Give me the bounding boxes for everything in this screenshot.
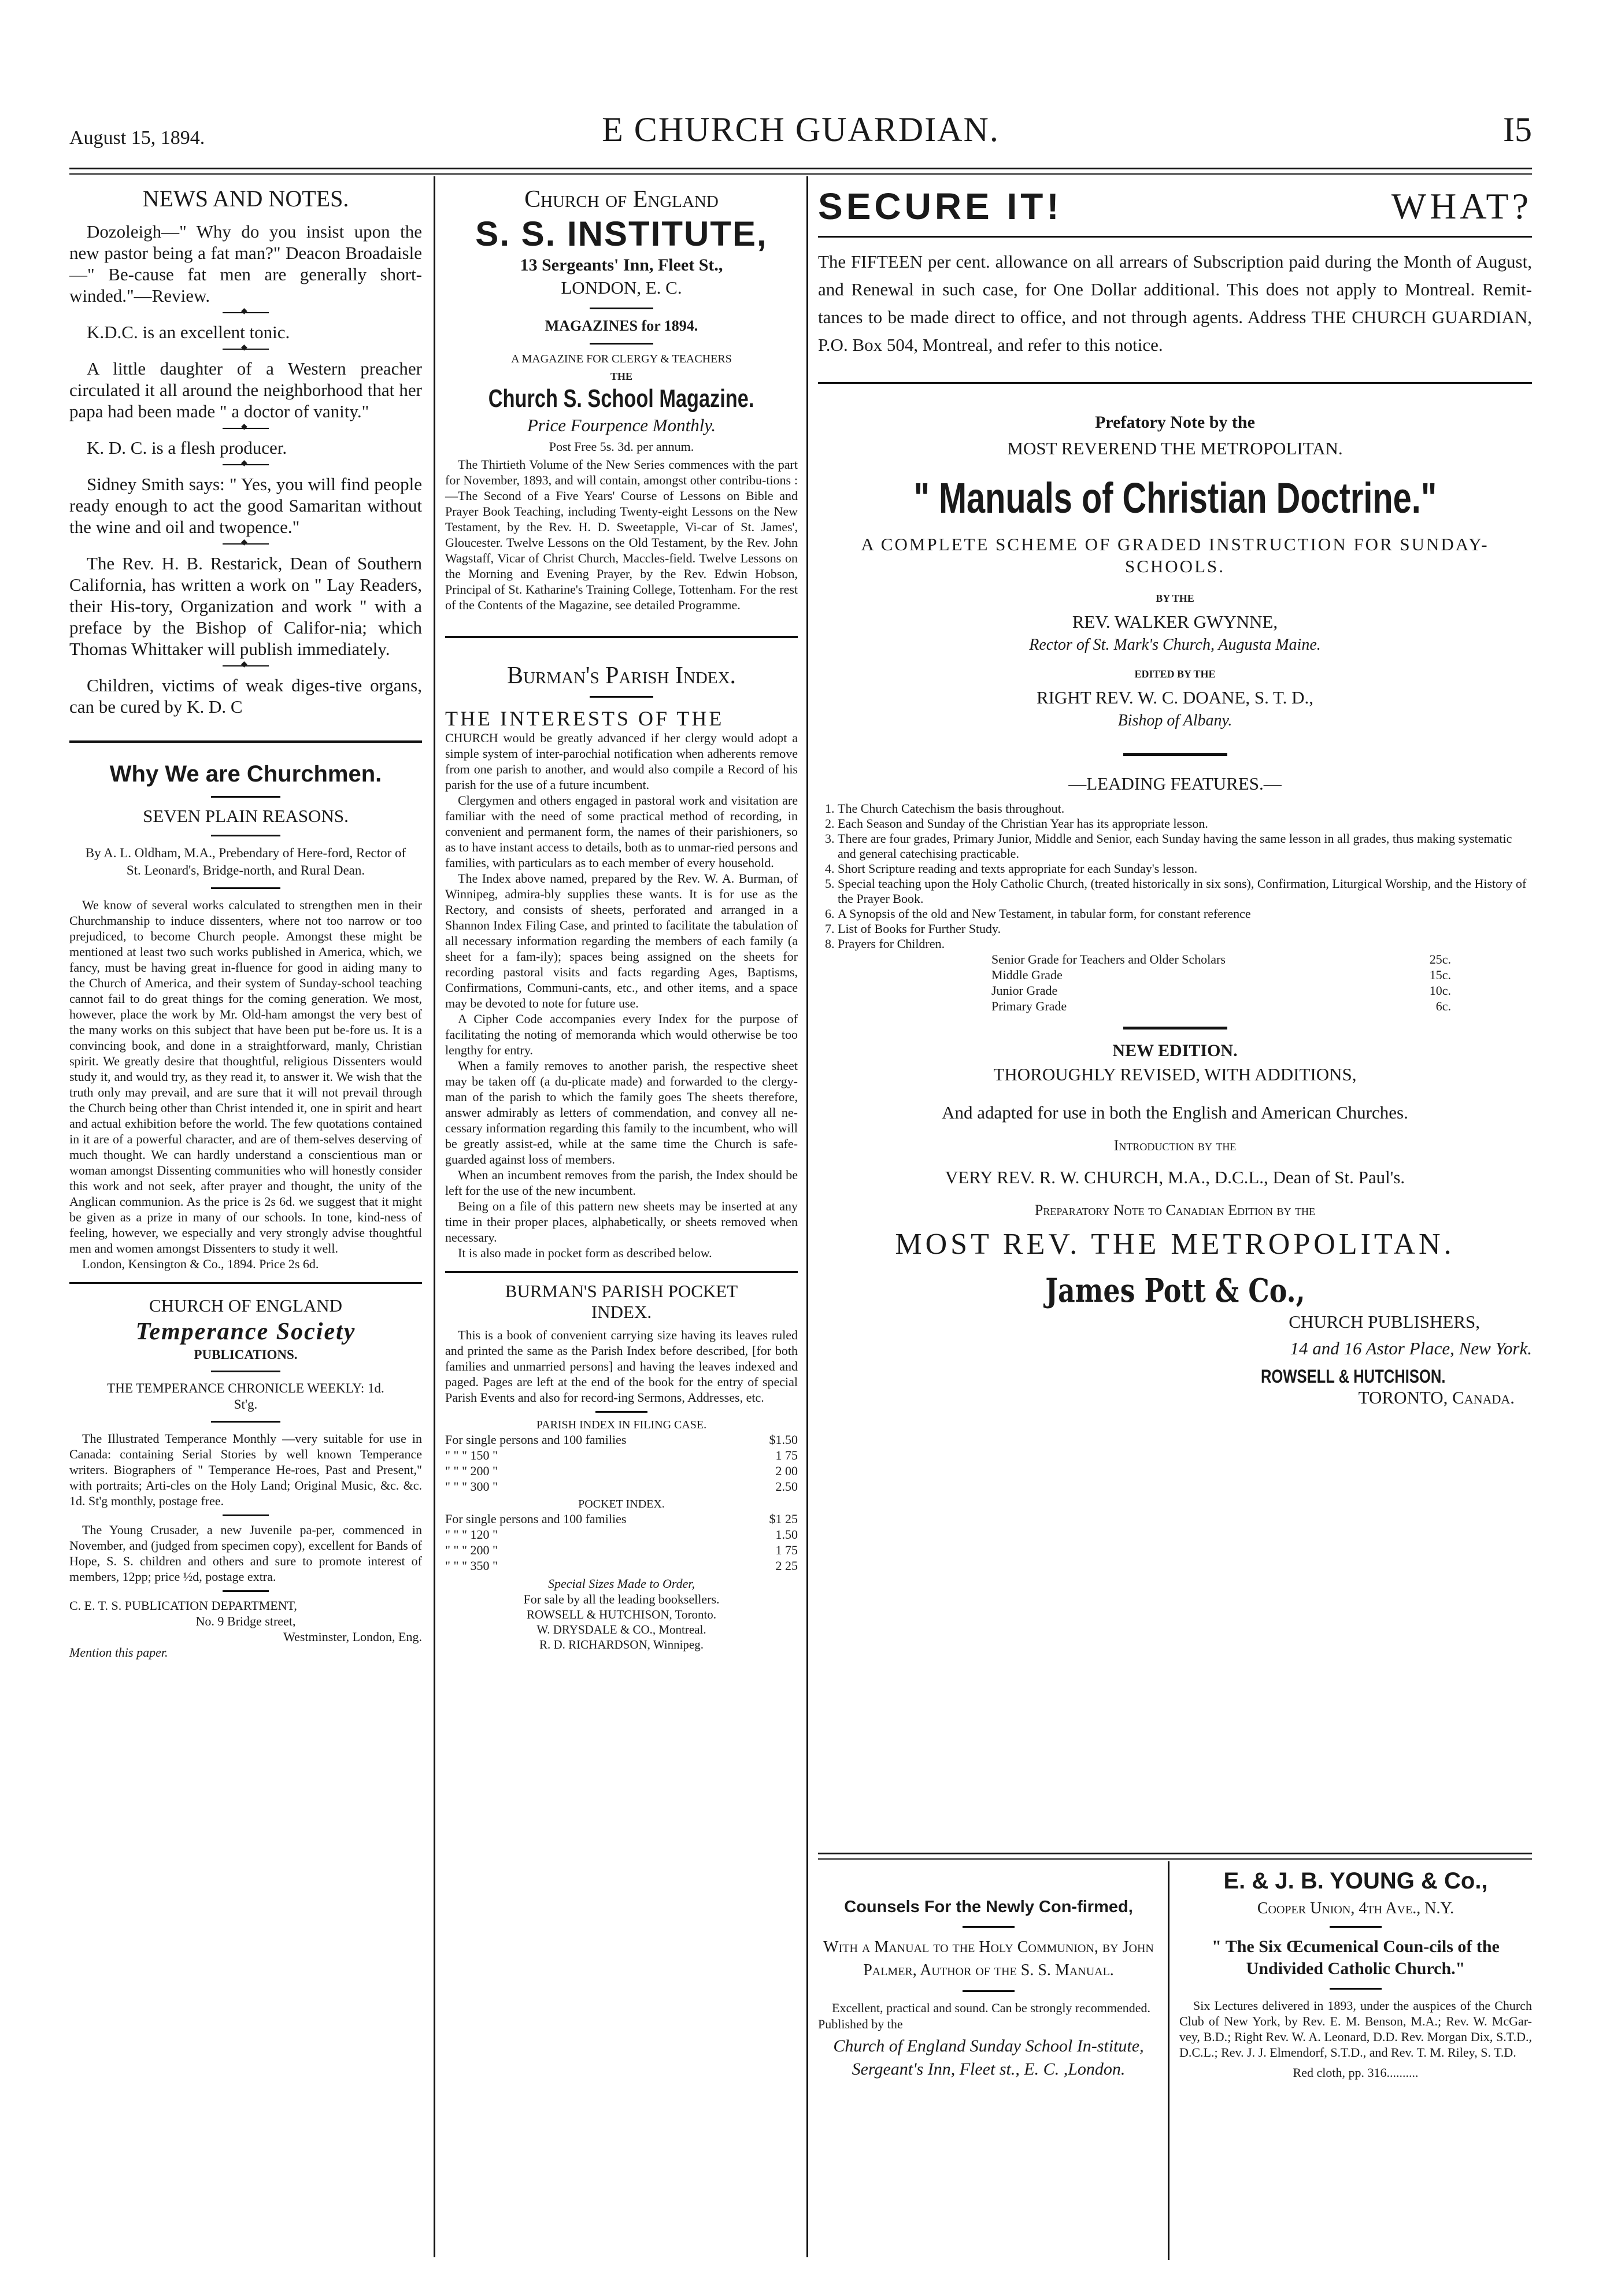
price-row	[991, 951, 1451, 967]
price-value: 10c.	[1429, 983, 1451, 998]
ornament-divider	[223, 349, 269, 350]
young-body: Six Lectures delivered in 1893, under the auspices of the Church Club of New York, by Rev. E. M. Benson, M.A.; Rev. W. McGar-vey, B.D.; Right Rev. W. A. Leonard, D.D. Rev. Morgan Dix, S.T.D., D.C.L.; Rev. J. J. Elmendorf, S.T.D., and Rev. T. M. Riley, S. T.D.	[1179, 1998, 1532, 2060]
news-item: Children, victims of weak diges-tive organs, can be cured by K. D. C	[69, 675, 422, 717]
review-publisher: London, Kensington & Co., 1894. Price 2s 6d.	[82, 1257, 319, 1271]
manuals-scheme: A COMPLETE SCHEME OF GRADED INSTRUCTION FOR SUNDAY-SCHOOLS.	[861, 534, 1489, 576]
temperance-line3: PUBLICATIONS.	[194, 1347, 298, 1362]
short-rule	[223, 1514, 269, 1516]
review-body: We know of several works calculated to strengthen men in their Churchmanship to induce dissenters, where not too narrow or too prejudiced, to become Church people. Amongst these might be mentioned at least two such works published in America, which, we fancy, must be having great in-fluence for good in aiding many to the Church of America, and their system of Sunday-school teaching cannot fail to do great things for the coming generation. We most, however, place the work by Mr. Old-ham amongst the very best of the many works on this subject that have been put be-fore us. It is a convincing book, and done in a straightforward, manly, Christian spirit. We greatly desire that thoughtful, religious Dissenters would study it, and would try, as they read it, to answer it. We wish that the truth only may prevail, and are sure that it will not prevail through the Church being other than Christ intended it, one in spirit and heart and actual exhibition before the world. The few quotations contained in it are of a powerful character, and are of them-selves deserving of much thought. We can hardly understand a conscientious man or woman amongst Dissenting communities who will honestly consider this work and not seek, after prayer and thought, the unity of the Anglican communion. As the price is 2s 6d. we suggest that it might be given as a prize in many of our schools. In tone, kind-ness of feeling, however, we especially and very strongly advise thoughtful men and women amongst Dissenters to study it well.	[69, 898, 422, 1256]
short-rule	[211, 1371, 280, 1372]
burman-intro-rest: CHURCH would be greatly advanced if her clergy would adopt a simple system of inter-parochial notification when adherents remove from one parish to another, and would also compile a Record of his parish for the use of a future incumbent.	[445, 731, 798, 792]
rowsell-name: ROWSELL & HUTCHISON.	[1260, 1366, 1446, 1387]
counsels-ad	[818, 1896, 1159, 2081]
ornament-divider	[223, 665, 269, 666]
pocket-special: Special Sizes Made to Order,	[548, 1576, 695, 1591]
most-rev: MOST REV. THE METROPOLITAN.	[895, 1228, 1455, 1261]
short-rule	[1123, 1027, 1227, 1030]
header-rule	[69, 168, 1532, 169]
short-rule	[1123, 753, 1227, 756]
temperance-addr2: Westminster, London, Eng.	[283, 1630, 422, 1644]
pocket-seller: ROWSELL & HUTCHISON, Toronto.	[526, 1608, 717, 1621]
manuals-author: REV. WALKER GWYNNE,	[1072, 612, 1278, 632]
price-label: Primary Grade	[991, 999, 1067, 1013]
institute-mags: MAGAZINES for 1894.	[545, 317, 698, 334]
price-value: 2 25	[775, 1558, 798, 1573]
short-rule	[963, 1990, 1015, 1992]
news-items	[69, 221, 422, 717]
section-rule	[69, 740, 422, 743]
institute-the: THE	[610, 371, 632, 382]
price-label: Middle Grade	[991, 968, 1063, 982]
feature-item: 8. Prayers for Children.	[838, 936, 1532, 951]
young-book: " The Six Œcumenical Coun-cils of the Undivided Catholic Church."	[1212, 1937, 1500, 1978]
manuals-bishop: Bishop of Albany.	[1117, 712, 1233, 729]
intro-label: Introduction by the	[1113, 1137, 1237, 1154]
revised: THOROUGHLY REVISED, WITH ADDITIONS,	[993, 1064, 1357, 1084]
grade-price-list	[818, 951, 1532, 1014]
institute-line4: LONDON, E. C.	[561, 277, 682, 298]
manuals-metropolitan: MOST REVEREND THE METROPOLITAN.	[1007, 438, 1343, 458]
pott-wrap	[818, 1271, 1532, 1312]
ornament-divider	[223, 312, 269, 313]
short-rule	[1330, 1926, 1382, 1928]
young-addr: Cooper Union, 4th Ave., N.Y.	[1257, 1899, 1454, 1917]
burman-paragraph: When a family removes to another parish, the respective sheet may be taken off (a du-plicate made) and forwarded to the clergy-man of the parish to which the family goes The sheets therefore, answer admirably as letters of commendation, and convey all ne-cessary information regarding this family to the incumbent, who will be greatly assist-ed, while at the same time the Church is safe-guarded against loss of members.	[445, 1058, 798, 1166]
ornament-divider	[223, 464, 269, 465]
price-row	[445, 1542, 798, 1558]
price-label: Senior Grade for Teachers and Older Scholars	[991, 952, 1226, 966]
short-rule	[595, 1411, 647, 1413]
price-row	[445, 1432, 798, 1447]
counsels-pub: Published by the	[818, 2017, 903, 2031]
feature-item: 6. A Synopsis of the old and New Testament, in tabular form, for constant reference	[838, 906, 1532, 921]
counsels-title: Counsels For the Newly Con-firmed,	[844, 1898, 1133, 1916]
price-value: 1.50	[775, 1527, 798, 1542]
pocket-body: This is a book of convenient carrying size having its leaves ruled and printed the same as the Parish Index before described, [for both families and unmarried persons] and having the leaves indexed and paged. Pages are left at the end of the book for the entry of special Parish Events and also for record-ing Sermons, Addresses, etc.	[445, 1328, 798, 1405]
temperance-monthly: The Illustrated Temperance Monthly —very suitable for use in Canada: containing Serial Stories by well known Temperance writers. Biographers of " Temperance He-roes, Past and Present," with portraits; Arti-cles on the Holy Land; Original Music, &c. &c. 1d. St'g monthly, postage free.	[69, 1431, 422, 1508]
burman-paragraph: It is also made in pocket form as described below.	[458, 1246, 712, 1260]
secure-right: WHAT?	[1391, 186, 1532, 227]
news-item: The Rev. H. B. Restarick, Dean of Southern California, has written a work on " Lay Readers, their His-tory, Organization and work " with a preface by the Bishop of Califor-nia; which Thomas Whittaker will publish immediately.	[69, 553, 422, 659]
rowsell-wrap	[818, 1366, 1532, 1387]
short-rule	[1330, 1988, 1382, 1990]
temperance-details	[69, 1431, 422, 1592]
pocket-price-list	[445, 1511, 798, 1573]
feature-item: 3. There are four grades, Primary Junior, Middle and Senior, each Sunday having the same lesson in all grades, thus making systematic and general catechising practicable.	[838, 831, 1532, 861]
pocket-heading1: BURMAN'S PARISH POCKET	[505, 1281, 738, 1301]
price-label: " " " 150 "	[445, 1448, 498, 1462]
price-label: For single persons and 100 families	[445, 1512, 627, 1526]
churchmen-review	[69, 897, 422, 1272]
news-item: Sidney Smith says: " Yes, you will find people ready enough to act the good Samaritan without the wine and oil and twopence."	[69, 474, 422, 537]
burman-paragraph: The Index above named, prepared by the Rev. W. A. Burman, of Winnipeg, admira-bly supplies these wants. It is for use as the Rectory, and consists of sheets, perforated and arranged in a Shannon Index Filing Case, and printed to facilitate the tabulation of all necessary information regarding the members of each family (a sheet for a fam-ily); spaces being assigned on the sheets for recording pastoral visits and facts regarding Ages, Baptisms, Confirmations, Communi-cants, etc., and other items, and a space may be devoted to note for future use.	[445, 871, 798, 1010]
young-price: Red cloth, pp. 316..........	[1293, 2065, 1419, 2080]
price-value: 1 75	[775, 1543, 798, 1557]
pott-name: James Pott & Co.,	[1045, 1272, 1305, 1310]
temperance-line2: Temperance Society	[135, 1319, 356, 1345]
secure-banner	[818, 185, 1532, 231]
filing-title: PARISH INDEX IN FILING CASE.	[536, 1419, 707, 1431]
secure-left: SECURE IT!	[818, 186, 1063, 227]
manuals-title-wrap	[818, 469, 1532, 528]
newspaper-page	[69, 87, 1532, 2260]
temperance-addr1: No. 9 Bridge street,	[195, 1614, 296, 1628]
temperance-mention: Mention this paper.	[69, 1645, 168, 1660]
counsels-with: With a Manual to the Holy Communion, by John Palmer, Author of the S. S. Manual.	[823, 1938, 1154, 1979]
price-row	[445, 1447, 798, 1463]
feature-item: 4. Short Scripture reading and texts appropriate for each Sunday's lesson.	[838, 861, 1532, 876]
page-header	[69, 110, 1532, 162]
price-row	[991, 967, 1451, 983]
price-value: 1 75	[775, 1448, 798, 1462]
young-ad	[1179, 1867, 1532, 2080]
price-label: " " " 120 "	[445, 1527, 498, 1542]
manuals-edited: EDITED BY THE	[1134, 668, 1216, 680]
very-rev: VERY REV. R. W. CHURCH, M.A., D.C.L., Dean of St. Paul's.	[945, 1167, 1405, 1187]
pocket-title: POCKET INDEX.	[578, 1498, 665, 1510]
price-value: 6c.	[1435, 999, 1451, 1013]
price-row	[991, 983, 1451, 998]
counsels-rec: Excellent, practical and sound. Can be strongly recommended.	[832, 2001, 1151, 2015]
burman-body	[445, 730, 798, 1261]
burman-paragraph: Being on a file of this pattern new sheets may be inserted at any time in their proper places, alphabetically, or sheets removed when necessary.	[445, 1199, 798, 1245]
feature-item: 2. Each Season and Sunday of the Christian Year has its appropriate lesson.	[838, 816, 1532, 831]
institute-body-wrap	[445, 457, 798, 613]
bottom-section-rule	[818, 1853, 1532, 1854]
column-1	[69, 185, 422, 1660]
institute-line1: Church of England	[524, 186, 719, 213]
section-rule	[69, 1282, 422, 1284]
short-rule	[590, 343, 653, 345]
price-row	[991, 998, 1451, 1014]
institute-line3: 13 Sergeants' Inn, Fleet St.,	[520, 255, 723, 275]
burman-heading: Burman's Parish Index.	[506, 662, 736, 689]
astor-address: 14 and 16 Astor Place, New York.	[1290, 1338, 1532, 1358]
temperance-crusader: The Young Crusader, a new Juvenile pa-per, commenced in November, and (judged from specimen copy), excellent for Bands of Hope, S. S. children and others and sure to promote interest of members, 12pp; price ½d, postage extra.	[69, 1523, 422, 1584]
new-edition: NEW EDITION.	[1112, 1041, 1238, 1060]
column-2	[445, 185, 798, 1652]
features-list	[818, 801, 1532, 951]
manuals-rector: Rector of St. Mark's Church, Augusta Maine.	[1029, 636, 1321, 654]
manuals-title: " Manuals of Christian Doctrine."	[913, 474, 1437, 522]
institute-line2: S. S. INSTITUTE,	[475, 214, 768, 253]
burman-intro-first: THE INTERESTS OF THE	[445, 707, 724, 730]
adapted: And adapted for use in both the English and American Churches.	[942, 1102, 1408, 1123]
temperance-line1: CHURCH OF ENGLAND	[149, 1295, 343, 1316]
ornament-divider	[223, 543, 269, 545]
short-rule	[211, 796, 280, 798]
features-title: —LEADING FEATURES.—	[1068, 773, 1282, 794]
manuals-editor: RIGHT REV. W. C. DOANE, S. T. D.,	[1036, 687, 1314, 708]
institute-magname	[445, 383, 798, 415]
institute-post: Post Free 5s. 3d. per annum.	[549, 439, 694, 454]
price-row	[445, 1527, 798, 1542]
newspaper-title: E CHURCH GUARDIAN.	[602, 110, 1000, 149]
short-rule	[211, 835, 280, 836]
short-rule	[963, 1926, 1015, 1928]
burman-paragraph: When an incumbent removes from the parish, the Index should be left for the use of the new incumbent.	[445, 1168, 798, 1198]
price-value: 15c.	[1429, 968, 1451, 982]
price-label: Junior Grade	[991, 983, 1058, 998]
news-item: A little daughter of a Western preacher circulated it all around the neighborhood that her papa had been made " a doctor of vanity."	[69, 358, 422, 421]
price-label: " " " 200 "	[445, 1464, 498, 1478]
filing-price-list	[445, 1432, 798, 1494]
price-label: " " " 300 "	[445, 1479, 498, 1494]
short-rule	[211, 1421, 280, 1423]
institute-price: Price Fourpence Monthly.	[527, 415, 716, 435]
pocket-seller: W. DRYSDALE & CO., Montreal.	[536, 1623, 706, 1636]
price-value: 2 00	[775, 1464, 798, 1478]
section-rule	[818, 382, 1532, 384]
news-item: K. D. C. is a flesh producer.	[87, 438, 287, 458]
header-rule-thin	[69, 173, 1532, 175]
churchmen-heading: Why We are Churchmen.	[109, 761, 382, 787]
institute-body: The Thirtieth Volume of the New Series commences with the part for November, 1893, and will contain, amongst other contribu-tions :—The Second of a Five Years' Course of Lessons on Bible and Prayer Book Teaching, including Twenty-eight Lessons on the New Testament, by the Rev. H. D. Sweetapple, Vi-car of St. James', Gloucester. Twelve Lessons on the Old Testament, by the Rev. John Wagstaff, Vicar of Christ Church, Maccles-field. Twelve Lessons on the Morning and Evening Prayer, by the Rev. Edwin Hobson, Principal of St. Katharine's Training College, Tottenham. For the rest of the Contents of the Magazine, see detailed Programme.	[445, 457, 798, 612]
price-label: " " " 350 "	[445, 1558, 498, 1573]
young-title: E. & J. B. YOUNG & Co.,	[1223, 1868, 1488, 1894]
column-3	[818, 185, 1532, 1408]
price-value: 2.50	[775, 1479, 798, 1494]
pocket-seller: R. D. RICHARDSON, Winnipeg.	[539, 1638, 704, 1651]
manuals-by: BY THE	[1156, 592, 1194, 604]
section-rule	[445, 636, 798, 638]
short-rule	[590, 696, 653, 698]
section-rule	[818, 236, 1532, 238]
magazine-name: Church S. School Magazine.	[488, 384, 754, 413]
pocket-sale: For sale by all the leading booksellers.	[523, 1592, 720, 1606]
price-row	[445, 1511, 798, 1527]
churchmen-subheading: SEVEN PLAIN REASONS.	[143, 806, 349, 826]
ornament-divider	[223, 428, 269, 429]
price-row	[445, 1463, 798, 1479]
price-row	[445, 1558, 798, 1573]
burman-paragraph: Clergymen and others engaged in pastoral work and visitation are familiar with the need of some practical method of recording, in convenient and permanent form, the names of their parishioners, so as to have instant access to details, both as to unmar-ried persons and families, with particulars as to each member of every household.	[445, 793, 798, 870]
churchmen-author: By A. L. Oldham, M.A., Prebendary of Here-ford, Rector of St. Leonard's, Bridge-north, and Rural Dean.	[85, 846, 406, 877]
news-item: K.D.C. is an excellent tonic.	[87, 322, 290, 342]
price-label: " " " 200 "	[445, 1543, 498, 1557]
secure-body: The FIFTEEN per cent. allowance on all arrears of Subscription paid during the Month of August, and Renewal in such case, for One Dollar additional. This does not apply to Montreal. Remit-tances to be made direct to office, and not through agents. Address THE CHURCH GUARDIAN, P.O. Box 504, Montreal, and refer to this notice.	[818, 251, 1532, 355]
pocket-body-wrap	[445, 1327, 798, 1405]
toronto: TORONTO, Canada.	[1358, 1387, 1515, 1408]
feature-item: 5. Special teaching upon the Holy Catholic Church, (treated historically in six sons), Confirmation, Liturgical Worship, and the History of the Prayer Book.	[838, 876, 1532, 906]
bottom-section-rule-thin	[818, 1858, 1532, 1860]
temperance-dept: C. E. T. S. PUBLICATION DEPARTMENT,	[69, 1598, 297, 1613]
temperance-chronicle: THE TEMPERANCE CHRONICLE WEEKLY: 1d. St'g.	[107, 1381, 384, 1412]
column-divider-2	[806, 176, 808, 2257]
page-number: I5	[1503, 110, 1532, 149]
column-divider-3	[1168, 1861, 1169, 2260]
news-heading: NEWS AND NOTES.	[142, 186, 349, 212]
burman-paragraph: A Cipher Code accompanies every Index for the purpose of facilitating the noting of memoranda which would otherwise be too lengthy for entry.	[445, 1012, 798, 1057]
feature-item: 7. List of Books for Further Study.	[838, 921, 1532, 936]
news-item: Dozoleigh—" Why do you insist upon the new pastor being a fat man?" Deacon Broadaisle—" Be-cause fat men are generally short-winded."—Review.	[69, 221, 422, 306]
manuals-prefatory: Prefatory Note by the	[1095, 413, 1255, 432]
short-rule	[590, 308, 653, 309]
price-label: For single persons and 100 families	[445, 1432, 627, 1447]
prep-label: Preparatory Note to Canadian Edition by the	[1034, 1202, 1316, 1219]
price-value: 25c.	[1429, 952, 1451, 966]
issue-date: August 15, 1894.	[69, 127, 205, 149]
column-divider-1	[434, 176, 435, 2257]
price-value: $1 25	[769, 1512, 798, 1526]
institute-for: A MAGAZINE FOR CLERGY & TEACHERS	[511, 353, 732, 365]
feature-item: 1. The Church Catechism the basis throughout.	[838, 801, 1532, 816]
price-row	[445, 1479, 798, 1494]
publishers: CHURCH PUBLISHERS,	[1289, 1312, 1480, 1332]
short-rule	[211, 887, 280, 889]
counsels-inst: Church of England Sunday School In-stitute, Sergeant's Inn, Fleet st., E. C. ,London.	[833, 2036, 1144, 2079]
pocket-heading2: INDEX.	[591, 1302, 652, 1322]
section-rule	[445, 1271, 798, 1273]
short-rule	[223, 1590, 269, 1592]
price-value: $1.50	[769, 1432, 798, 1447]
